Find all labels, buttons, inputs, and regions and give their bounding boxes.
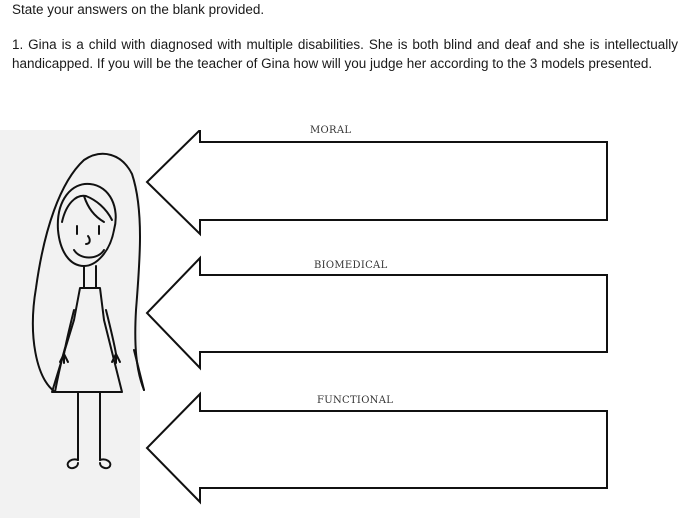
label-functional: FUNCTIONAL [317, 395, 394, 406]
girl-figure-icon [33, 154, 144, 468]
question-1: 1. Gina is a child with diagnosed with multiple disabilities. She is both blind and deaf and she is intellectually handicapped. If you will be the teacher of Gina how will you judge her according to the 3 models presented. [12, 37, 678, 71]
worksheet-drawing [0, 130, 688, 518]
arrow-functional [147, 394, 607, 502]
arrow-moral [147, 130, 607, 234]
arrow-biomedical [147, 258, 607, 368]
instructions: State your answers on the blank provided. [12, 2, 265, 17]
label-moral: MORAL [310, 125, 352, 136]
models-figure [0, 125, 688, 518]
label-biomedical: BIOMEDICAL [314, 260, 388, 271]
